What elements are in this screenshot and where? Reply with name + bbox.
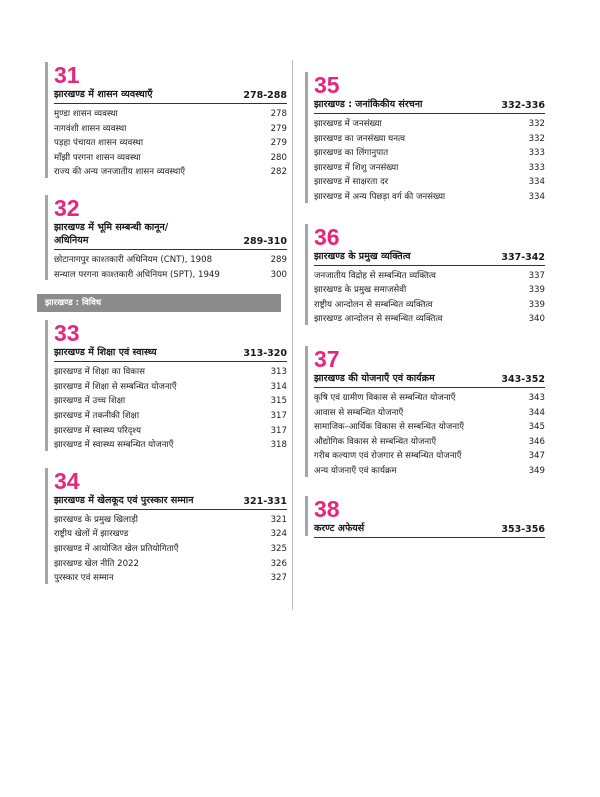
topic-list <box>314 269 545 327</box>
toc-entry[interactable] <box>54 365 287 380</box>
entry-label: आवास से सम्बन्धित योजनाएँ <box>314 407 404 418</box>
chapter-number: 36 <box>314 223 340 250</box>
topic-list <box>314 117 545 205</box>
entry-page: 346 <box>528 436 545 447</box>
toc-entry[interactable] <box>314 449 545 464</box>
chapter-34 <box>45 468 287 586</box>
entry-label: सन्थाल परगना काश्तकारी अधिनियम (SPT), 1949 <box>54 269 220 280</box>
chapter-page-range: 313-320 <box>243 348 287 360</box>
entry-page: 344 <box>528 407 545 418</box>
toc-entry[interactable] <box>54 542 287 557</box>
chapter-page-range: 343-352 <box>501 373 545 385</box>
toc-entry[interactable] <box>54 438 287 453</box>
entry-label: अन्य योजनाएँ एवं कार्यक्रम <box>314 465 397 476</box>
entry-page: 324 <box>270 529 287 540</box>
entry-label: झारखण्ड आन्दोलन से सम्बन्धित व्यक्तित्व <box>314 314 443 325</box>
entry-page: 349 <box>528 465 545 476</box>
chapter-title: झारखण्ड की योजनाएँ एवं कार्यक्रम <box>314 372 435 384</box>
entry-label: राष्ट्रीय खेलों में झारखण्ड <box>54 529 129 540</box>
entry-page: 313 <box>270 367 287 378</box>
entry-label: झारखण्ड में स्वास्थ्य परिदृश्य <box>54 425 141 436</box>
entry-page: 333 <box>528 162 545 173</box>
toc-entry[interactable] <box>314 146 545 161</box>
entry-label: माँझी परगना शासन व्यवस्था <box>54 152 141 163</box>
chapter-page-range: 353-356 <box>501 523 545 535</box>
chapter-title: झारखण्ड में खेलकूद एवं पुरस्कार सम्मान <box>54 494 194 506</box>
toc-entry[interactable] <box>54 151 287 166</box>
toc-entry[interactable] <box>54 165 287 180</box>
entry-label: पुरस्कार एवं सम्मान <box>54 573 114 584</box>
toc-entry[interactable] <box>314 283 545 298</box>
chapter-33 <box>45 320 287 453</box>
entry-page: 327 <box>270 573 287 584</box>
topic-list <box>54 253 287 282</box>
toc-entry[interactable] <box>54 409 287 424</box>
toc-entry[interactable] <box>54 136 287 151</box>
toc-entry[interactable] <box>314 132 545 147</box>
entry-page: 347 <box>528 451 545 462</box>
entry-page: 325 <box>270 543 287 554</box>
chapter-page-range: 289-310 <box>243 235 287 247</box>
entry-label: झारखण्ड का लिंगानुपात <box>314 148 389 159</box>
entry-page: 332 <box>528 133 545 144</box>
toc-entry[interactable] <box>314 190 545 205</box>
chapter-36 <box>305 224 545 327</box>
chapter-page-range: 278-288 <box>243 90 287 101</box>
entry-label: झारखण्ड में शिशु जनसंख्या <box>314 162 399 173</box>
chapter-title: करण्ट अफेयर्स <box>314 522 365 534</box>
toc-entry[interactable] <box>314 391 545 406</box>
chapter-32 <box>45 195 287 282</box>
chapter-heading[interactable] <box>54 494 287 510</box>
chapter-number: 37 <box>314 345 340 372</box>
toc-entry[interactable] <box>54 424 287 439</box>
entry-label: छोटानागपुर काश्तकारी अधिनियम (CNT), 1908 <box>54 254 213 265</box>
entry-page: 334 <box>528 177 545 188</box>
chapter-number: 31 <box>54 62 80 88</box>
entry-page: 317 <box>270 410 287 421</box>
toc-entry[interactable] <box>314 420 545 435</box>
entry-page: 278 <box>270 109 287 119</box>
entry-label: पड़हा पंचायत शासन व्यवस्था <box>54 138 144 149</box>
entry-page: 282 <box>270 167 287 178</box>
entry-label: कृषि एवं ग्रामीण विकास से सम्बन्धित योजनाएँ <box>314 392 456 403</box>
toc-entry[interactable] <box>54 394 287 409</box>
entry-label: झारखण्ड में जनसंख्या <box>314 119 382 129</box>
toc-entry[interactable] <box>314 117 545 132</box>
toc-entry[interactable] <box>54 268 287 283</box>
chapter-page-range: 321-331 <box>243 495 287 507</box>
entry-page: 339 <box>528 285 545 296</box>
entry-page: 345 <box>528 422 545 433</box>
entry-label: झारखण्ड में स्वास्थ्य सम्बन्धित योजनाएँ <box>54 440 174 451</box>
entry-label: झारखण्ड में शिक्षा का विकास <box>54 367 145 378</box>
entry-page: 343 <box>528 392 545 403</box>
entry-label: झारखण्ड के प्रमुख समाजसेवी <box>314 285 407 296</box>
entry-page: 279 <box>270 138 287 149</box>
entry-page: 332 <box>528 119 545 129</box>
toc-entry[interactable] <box>54 380 287 395</box>
entry-page: 315 <box>270 396 287 407</box>
entry-page: 318 <box>270 440 287 451</box>
toc-entry[interactable] <box>54 107 287 122</box>
toc-left-column <box>45 62 287 586</box>
entry-label: झारखण्ड में अन्य पिछड़ा वर्ग की जनसंख्या <box>314 191 446 202</box>
toc-entry[interactable] <box>314 269 545 284</box>
entry-label: झारखण्ड के प्रमुख खिलाड़ी <box>54 514 138 525</box>
entry-label: औद्योगिक विकास से सम्बन्धित योजनाएँ <box>314 436 437 447</box>
entry-label: झारखण्ड में शिक्षा से सम्बन्धित योजनाएँ <box>54 381 177 392</box>
entry-label: झारखण्ड में तकनीकी शिक्षा <box>54 410 140 421</box>
topic-list <box>54 513 287 586</box>
toc-entry[interactable] <box>54 253 287 268</box>
entry-label: राष्ट्रीय आन्दोलन से सम्बन्धित व्यक्तित्व <box>314 299 433 310</box>
entry-label: झारखण्ड का जनसंख्या घनत्व <box>314 133 406 144</box>
entry-label: जनजातीय विद्रोह से सम्बन्धित व्यक्तित्व <box>314 270 436 281</box>
chapter-title: झारखण्ड के प्रमुख व्यक्तित्व <box>314 250 411 262</box>
chapter-page-range: 332-336 <box>501 100 545 111</box>
toc-entry[interactable] <box>314 298 545 313</box>
chapter-heading[interactable] <box>314 250 545 266</box>
entry-page: 289 <box>270 254 287 265</box>
entry-page: 280 <box>270 152 287 163</box>
entry-label: सामाजिक–आर्थिक विकास से सम्बन्धित योजनाएँ <box>314 422 465 433</box>
entry-label: नागवंशी शासन व्यवस्था <box>54 123 127 134</box>
chapter-heading[interactable] <box>54 221 287 250</box>
toc-entry[interactable] <box>54 571 287 586</box>
toc-entry[interactable] <box>54 122 287 137</box>
entry-label: गरीब कल्याण एवं रोजगार से सम्बन्धित योजनाएँ <box>314 451 462 462</box>
toc-entry[interactable] <box>314 175 545 190</box>
entry-label: झारखण्ड में साक्षरता दर <box>314 177 389 188</box>
topic-list <box>314 391 545 479</box>
chapter-heading[interactable] <box>54 88 287 104</box>
entry-page: 279 <box>270 123 287 134</box>
toc-entry[interactable] <box>314 435 545 450</box>
topic-list <box>54 365 287 453</box>
toc-entry[interactable] <box>54 527 287 542</box>
chapter-page-range: 337-342 <box>501 251 545 263</box>
column-divider <box>292 60 293 610</box>
topic-list <box>54 107 287 180</box>
entry-label: मुण्डा शासन व्यवस्था <box>54 109 118 119</box>
entry-page: 321 <box>270 514 287 525</box>
entry-label: झारखण्ड खेल नीति 2022 <box>54 558 139 569</box>
chapter-number: 35 <box>314 72 340 98</box>
chapter-31 <box>45 62 287 180</box>
entry-page: 339 <box>528 299 545 310</box>
entry-page: 314 <box>270 381 287 392</box>
toc-right-column <box>305 72 545 541</box>
toc-entry[interactable] <box>314 406 545 421</box>
chapter-title: झारखण्ड में शासन व्यवस्थाएँ <box>54 89 153 100</box>
chapter-title: झारखण्ड में शिक्षा एवं स्वास्थ्य <box>54 347 157 359</box>
entry-label: झारखण्ड में आयोजित खेल प्रतियोगिताएँ <box>54 543 179 554</box>
toc-entry[interactable] <box>314 312 545 327</box>
chapter-37 <box>305 346 545 479</box>
entry-page: 326 <box>270 558 287 569</box>
chapter-number: 38 <box>314 495 340 522</box>
entry-label: राज्य की अन्य जनजातीय शासन व्यवस्थाएँ <box>54 167 186 178</box>
chapter-heading[interactable] <box>314 522 545 538</box>
entry-label: झारखण्ड में उच्च शिक्षा <box>54 396 126 407</box>
entry-page: 337 <box>528 270 545 281</box>
entry-page: 300 <box>270 269 287 280</box>
chapter-heading[interactable] <box>314 372 545 388</box>
toc-entry[interactable] <box>314 464 545 479</box>
chapter-heading[interactable] <box>314 98 545 114</box>
entry-page: 340 <box>528 314 545 325</box>
chapter-number: 33 <box>54 320 80 347</box>
chapter-title: झारखण्ड में भूमि सम्बन्धी कानून/ अधिनियम <box>54 221 169 246</box>
chapter-title: झारखण्ड : जनांकिकीय संरचना <box>314 99 423 110</box>
chapter-number: 34 <box>54 467 80 494</box>
toc-entry[interactable] <box>54 513 287 528</box>
chapter-number: 32 <box>54 194 80 221</box>
toc-entry[interactable] <box>54 557 287 572</box>
entry-page: 333 <box>528 148 545 159</box>
entry-page: 334 <box>528 191 545 202</box>
section-band: झारखण्ड : विविध <box>37 294 281 312</box>
chapter-heading[interactable] <box>54 346 287 362</box>
chapter-38 <box>305 496 545 538</box>
chapter-35 <box>305 72 545 205</box>
entry-page: 317 <box>270 425 287 436</box>
toc-entry[interactable] <box>314 161 545 176</box>
